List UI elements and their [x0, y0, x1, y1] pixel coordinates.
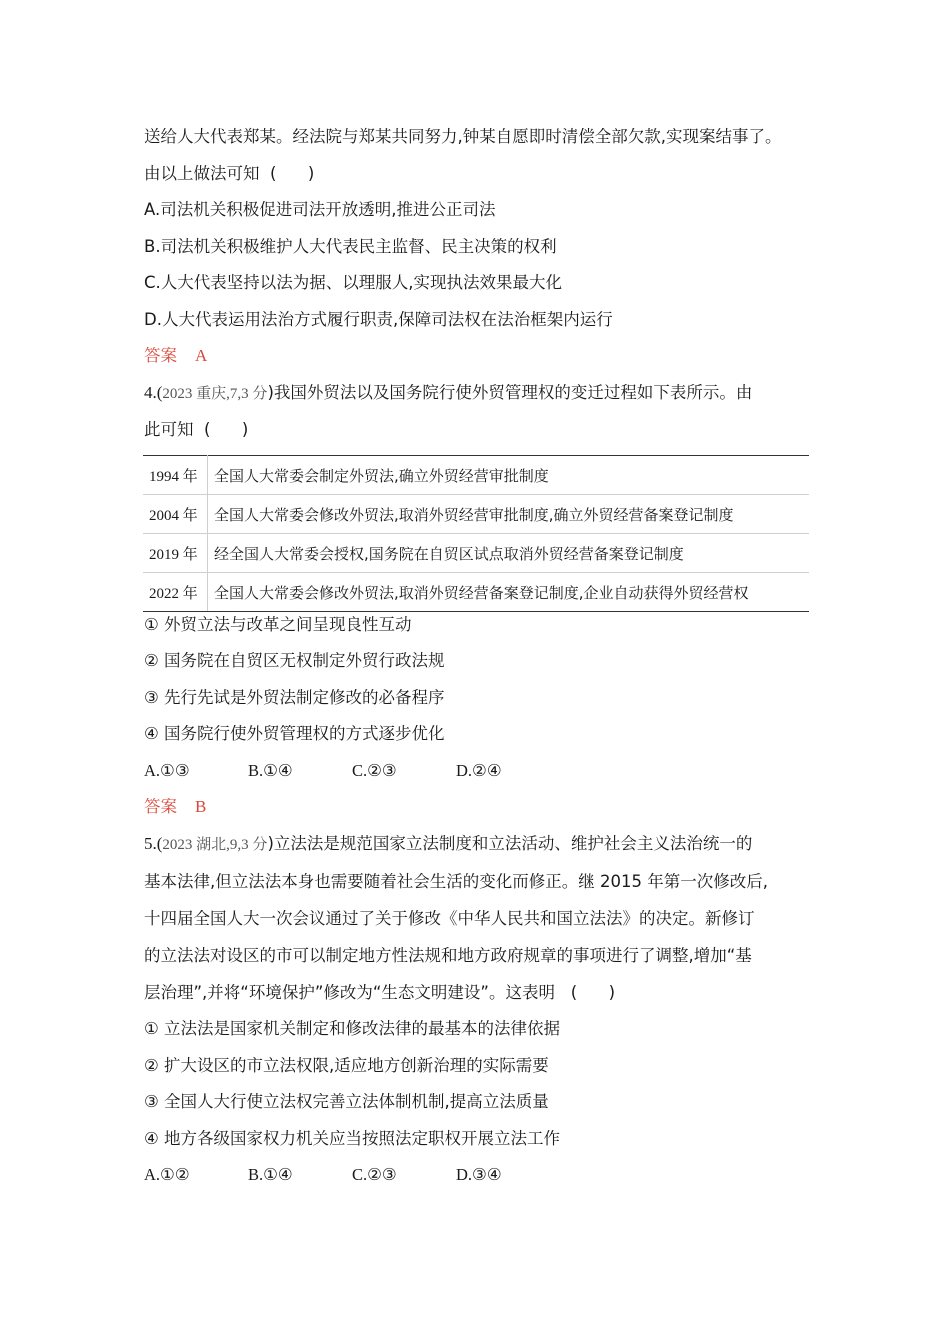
table-year: 1994 年 [143, 456, 208, 495]
question-number: 5.( [144, 834, 163, 853]
table-year: 2019 年 [143, 534, 208, 573]
q4-answer [144, 796, 206, 818]
q4-statement-1: ① 外贸立法与改革之间呈现良性互动 [144, 615, 412, 634]
table-text: 全国人大常委会修改外贸法,取消外贸经营审批制度,确立外贸经营备案登记制度 [208, 495, 810, 534]
q5-statement-3: ③ 全国人大行使立法权完善立法体制机制,提高立法质量 [144, 1092, 549, 1111]
choice-a: A.①② [144, 1165, 190, 1184]
q4-choices [144, 760, 560, 782]
q5-stem-line-3: 十四届全国人大一次会议通过了关于修改《中华人民共和国立法法》的决定。新修订 [144, 909, 755, 928]
q5-choices [144, 1164, 560, 1186]
choice-b: B.①④ [248, 761, 293, 780]
table-text: 全国人大常委会制定外贸法,确立外贸经营审批制度 [208, 456, 810, 495]
q5-statement-4: ④ 地方各级国家权力机关应当按照法定职权开展立法工作 [144, 1129, 561, 1148]
q4-statement-3: ③ 先行先试是外贸法制定修改的必备程序 [144, 688, 445, 707]
table-year: 2004 年 [143, 495, 208, 534]
q4-stem-line-2: 此可知 ( ) [144, 420, 249, 439]
table-row [143, 495, 809, 534]
q4-statement-2: ② 国务院在自贸区无权制定外贸行政法规 [144, 651, 445, 670]
choice-d: D.③④ [456, 1165, 502, 1184]
q5-stem-line-4: 的立法法对设区的市可以制定地方性法规和地方政府规章的事项进行了调整,增加“基 [144, 946, 752, 965]
q3-answer [144, 345, 207, 367]
choice-d: D.②④ [456, 761, 502, 780]
q4-stem-text: )我国外贸法以及国务院行使外贸管理权的变迁过程如下表所示。由 [267, 383, 753, 402]
q5-stem-text: )立法法是规范国家立法制度和立法活动、维护社会主义法治统一的 [267, 834, 753, 853]
q5-stem-line-2: 基本法律,但立法法本身也需要随着社会生活的变化而修正。继 2015 年第一次修改后, [144, 872, 768, 891]
q3-option-a: A.司法机关积极促进司法开放透明,推进公正司法 [144, 200, 496, 219]
table-row [143, 573, 809, 612]
q5-statement-1: ① 立法法是国家机关制定和修改法律的最基本的法律依据 [144, 1019, 561, 1038]
answer-label: 答案 [144, 797, 177, 816]
q4-statement-4: ④ 国务院行使外贸管理权的方式逐步优化 [144, 724, 445, 743]
question-number: 4.( [144, 383, 163, 402]
answer-label: 答案 [144, 346, 177, 365]
answer-value: B [195, 797, 207, 816]
q3-option-b: B.司法机关积极维护人大代表民主监督、民主决策的权利 [144, 237, 557, 256]
table-text: 经全国人大常委会授权,国务院在自贸区试点取消外贸经营备案登记制度 [208, 534, 810, 573]
question-source: 2023 湖北,9,3 分 [162, 837, 268, 853]
table-row [143, 534, 809, 573]
choice-c: C.②③ [352, 1165, 397, 1184]
q3-option-d: D.人大代表运用法治方式履行职责,保障司法权在法治框架内运行 [144, 310, 613, 329]
q5-statement-2: ② 扩大设区的市立法权限,适应地方创新治理的实际需要 [144, 1056, 549, 1075]
table-row [143, 456, 809, 495]
choice-a: A.①③ [144, 761, 190, 780]
question-source: 2023 重庆,7,3 分 [162, 386, 268, 402]
q5-stem-line-5: 层治理”,并将“环境保护”修改为“生态文明建设”。这表明 ( ) [144, 983, 616, 1002]
answer-value: A [195, 346, 208, 365]
q3-stem-continuation: 送给人大代表郑某。经法院与郑某共同努力,钟某自愿即时清偿全部欠款,实现案结事了。 [144, 127, 782, 146]
q3-stem-end: 由以上做法可知 ( ) [144, 164, 315, 183]
trade-law-table [143, 455, 809, 612]
table-year: 2022 年 [143, 573, 208, 612]
q4-stem-line-1 [144, 382, 752, 405]
choice-b: B.①④ [248, 1165, 293, 1184]
q5-stem-line-1 [144, 833, 752, 856]
choice-c: C.②③ [352, 761, 397, 780]
table-text: 全国人大常委会修改外贸法,取消外贸经营备案登记制度,企业自动获得外贸经营权 [208, 573, 810, 612]
q3-option-c: C.人大代表坚持以法为据、以理服人,实现执法效果最大化 [144, 273, 563, 292]
